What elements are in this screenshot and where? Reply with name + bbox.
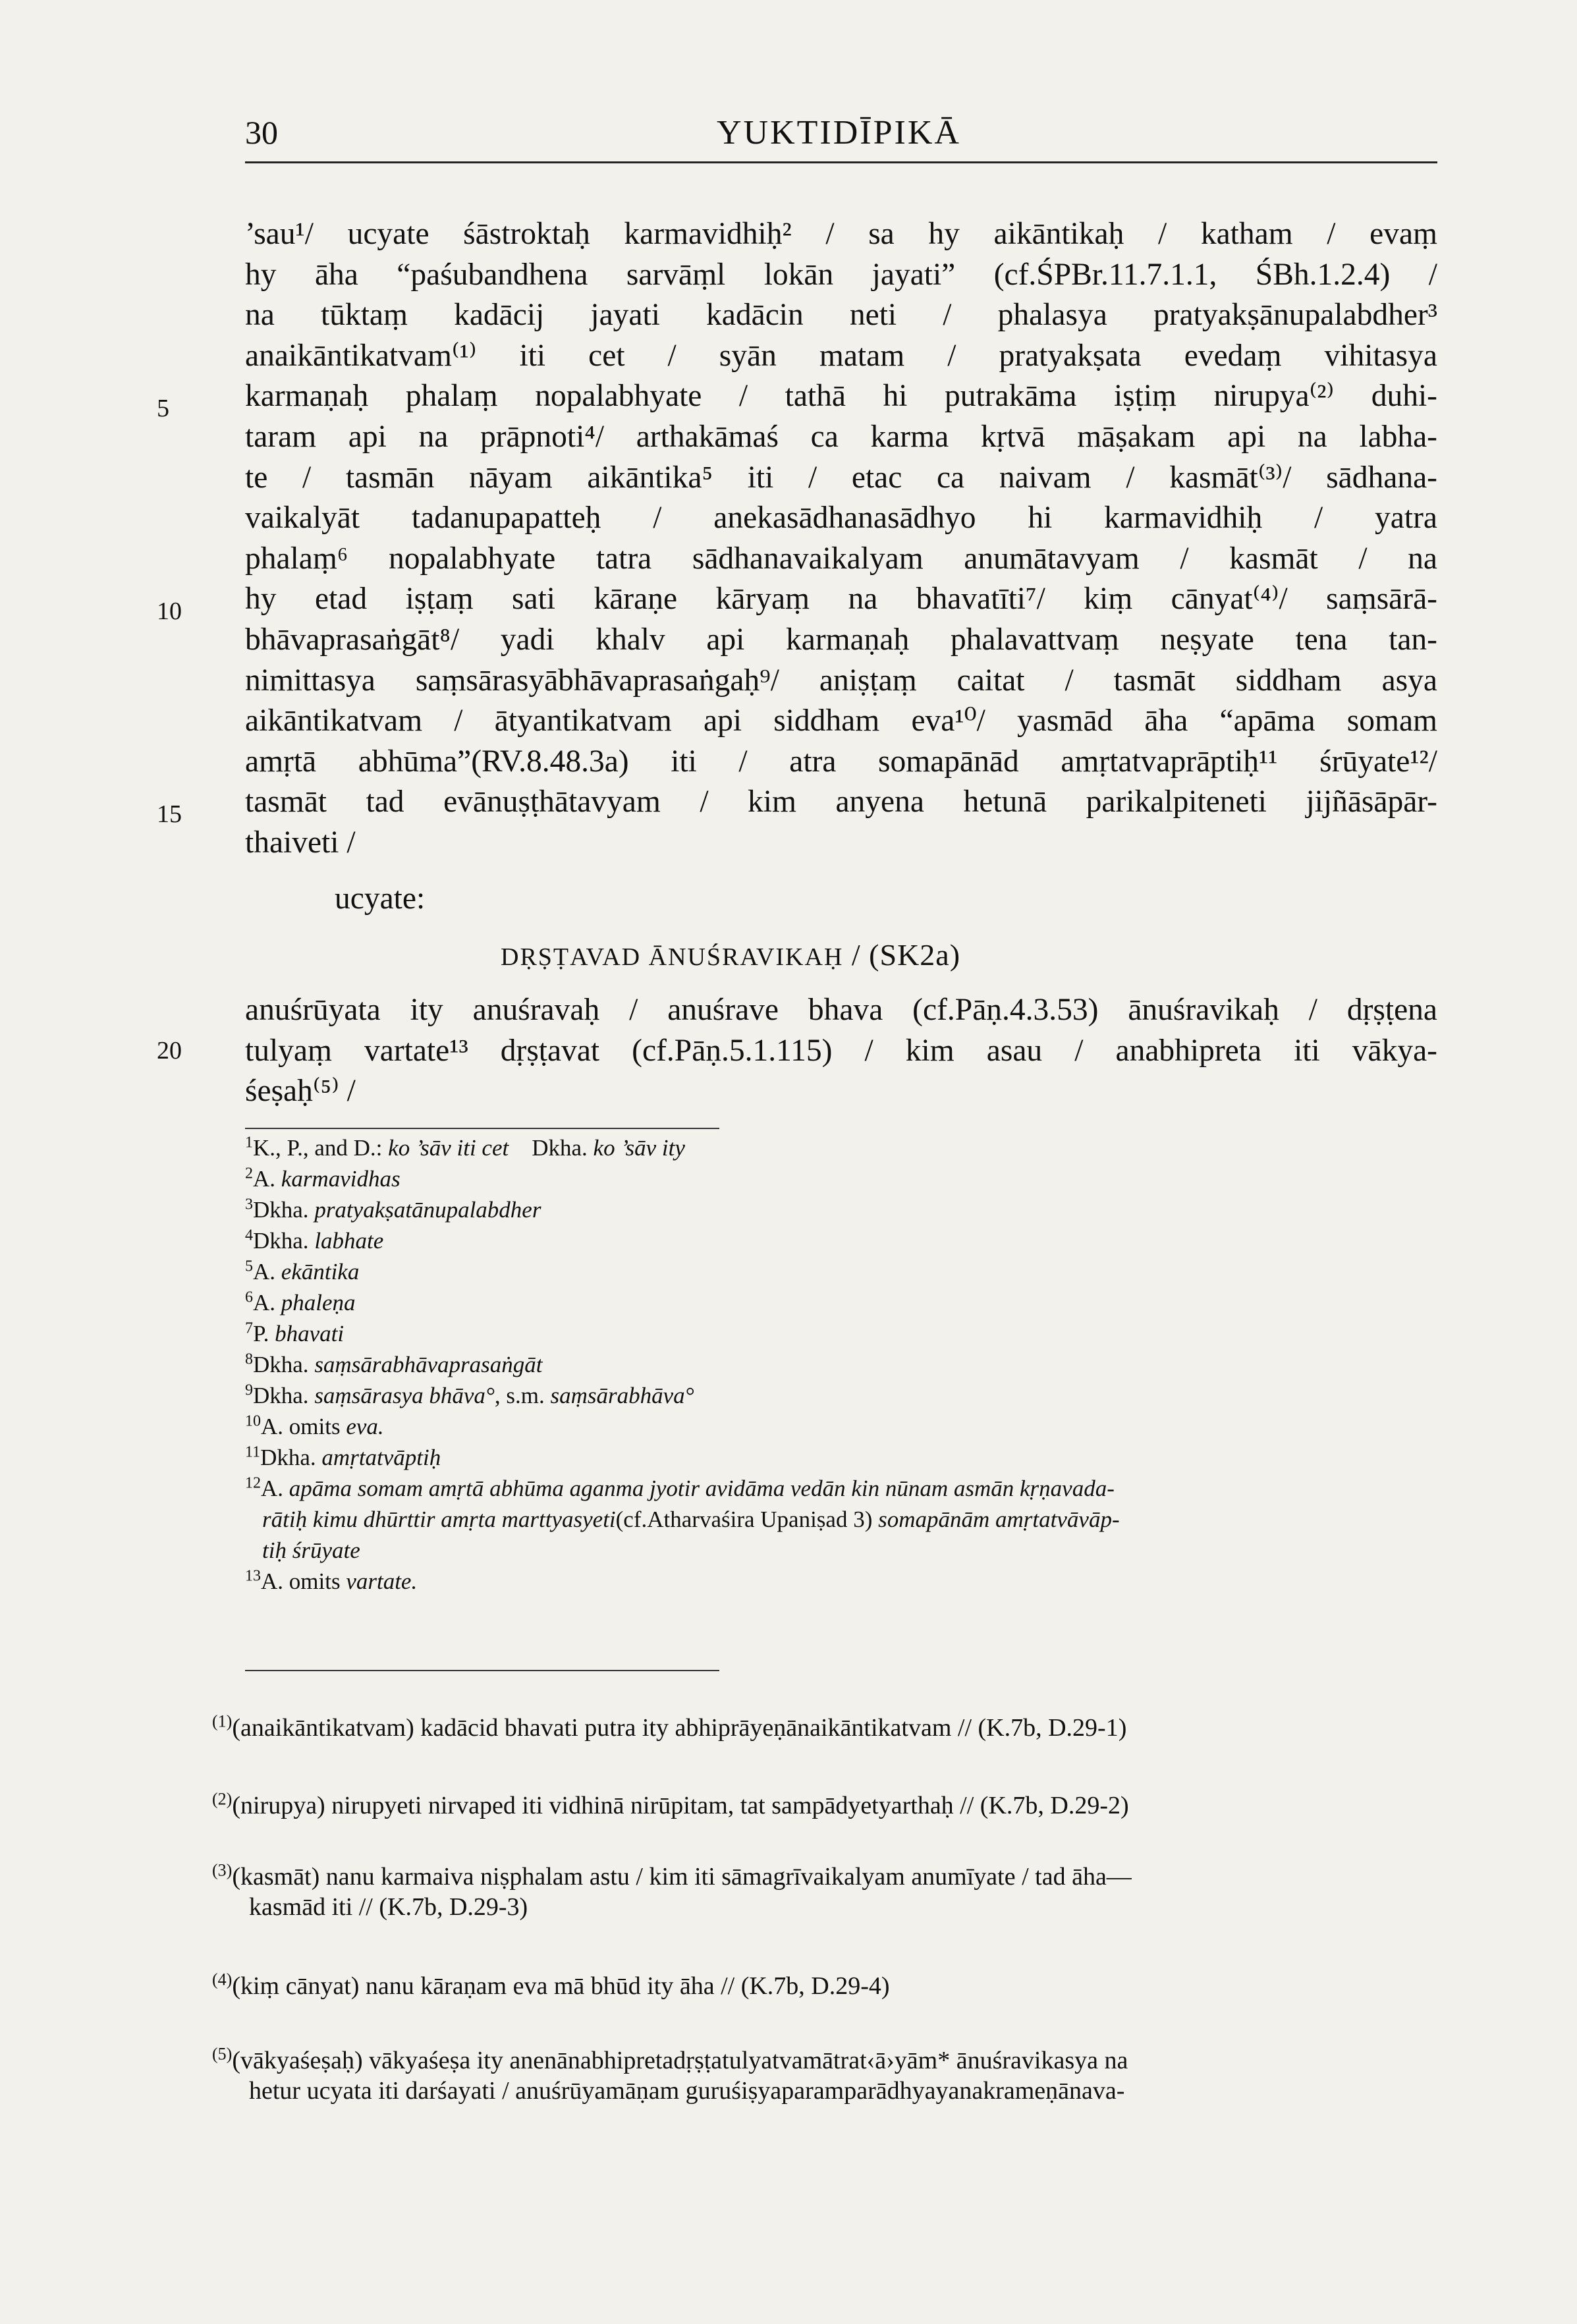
footnote-number: 12: [245, 1474, 261, 1492]
footnote: [245, 1165, 1437, 1193]
text-line: na tūktaṃ kadācij jayati kadācin neti / phalasya pratyakṣānupalabdher³: [245, 298, 1437, 333]
running-title: YUKTIDĪPIKĀ: [717, 114, 961, 152]
footnote-number: 4: [245, 1227, 253, 1244]
footnote: [245, 1289, 1437, 1317]
footnote-continuation: [245, 1537, 1454, 1564]
commentary-note: [212, 1862, 1437, 1922]
footnote-plain2: Dkha.: [509, 1135, 594, 1161]
note-line: kasmād iti // (K.7b, D.29-3): [249, 1893, 528, 1921]
section-heading: [501, 934, 1225, 978]
footnote-plain: Dkha.: [253, 1352, 315, 1377]
note-line: hetur ucyata iti darśayati / anuśrūyamāṇam guruśiṣyaparamparādhyayanakrameṇānava-: [249, 2077, 1125, 2105]
text-line: tulyaṃ vartate¹³ dṛṣṭavat (cf.Pāṇ.5.1.115) / kim asau / anabhipreta iti vākya-: [245, 1033, 1437, 1068]
heading-ref: / (SK2a): [843, 938, 961, 972]
footnote-plain: A.: [253, 1290, 281, 1315]
text-line: hy āha “paśubandhena sarvāṃl lokān jayati” (cf.ŚPBr.11.7.1.1, ŚBh.1.2.4) /: [245, 257, 1437, 292]
footnote-number: 10: [245, 1412, 261, 1430]
text-line: te / tasmān nāyam aikāntika⁵ iti / etac ca naivam / kasmāt⁽³⁾/ sādhana-: [245, 460, 1437, 495]
footnote-number: 7: [245, 1319, 253, 1337]
footnote-number: 13: [245, 1567, 261, 1585]
footnote: [245, 1568, 1437, 1595]
footnote-ital: saṃsārabhāvaprasaṅgāt: [314, 1352, 543, 1377]
text-line: hy etad iṣṭaṃ sati kāraṇe kāryaṃ na bhavatīti⁷/ kiṃ cānyat⁽⁴⁾/ saṃsārā-: [245, 582, 1437, 617]
text-line: karmaṇaḥ phalaṃ nopalabhyate / tathā hi putrakāma iṣṭiṃ nirupya⁽²⁾ duhi-: [245, 379, 1437, 414]
footnote-number: 8: [245, 1350, 253, 1368]
footnote: [245, 1444, 1437, 1472]
commentary-note: [212, 1790, 1437, 1821]
footnote-plain: Dkha.: [253, 1228, 315, 1254]
text-line: anuśrūyata ity anuśravaḥ / anuśrave bhava (cf.Pāṇ.4.3.53) ānuśravikaḥ / dṛṣṭena: [245, 993, 1437, 1027]
footnote: [245, 1475, 1437, 1503]
footnote-number: 1: [245, 1134, 253, 1151]
commentary-note: [212, 1713, 1437, 1743]
footnote-plain: A. omits: [261, 1414, 346, 1439]
notes-rule: [245, 1670, 719, 1671]
note-number: (4): [212, 1970, 233, 1989]
text-line: vaikalyāt tadanupapatteḥ / anekasādhanasādhyo hi karmavidhiḥ / yatra: [245, 501, 1437, 536]
commentary-note: [212, 1971, 1437, 2001]
line-number: 20: [157, 1037, 182, 1065]
footnote-ital: pratyakṣatānupalabdher: [314, 1197, 541, 1223]
footnote-ital: karmavidhas: [281, 1166, 401, 1192]
footnote-plain: A.: [253, 1259, 281, 1285]
footnote: [245, 1382, 1437, 1410]
footnote-number: 11: [245, 1443, 261, 1461]
text-line: śeṣaḥ⁽⁵⁾ /: [245, 1074, 356, 1109]
header-rule: [245, 161, 1437, 163]
line-number: 5: [157, 395, 169, 422]
text-line: ’sau¹/ ucyate śāstroktaḥ karmavidhiḥ² / sa hy aikāntikaḥ / katham / evaṃ: [245, 217, 1437, 251]
line-number: 10: [157, 597, 182, 625]
page-number: 30: [245, 114, 278, 151]
footnote-number: 2: [245, 1165, 253, 1182]
footnote-ital: rātiḥ kimu dhūrttir amṛta marttyasyeti: [262, 1507, 616, 1532]
footnote: [245, 1134, 1437, 1162]
text-line: bhāvaprasaṅgāt⁸/ yadi khalv api karmaṇaḥ phalavattvaṃ neṣyate tena tan-: [245, 622, 1437, 657]
footnote-plain: A. omits: [261, 1568, 346, 1594]
text-line: phalaṃ⁶ nopalabhyate tatra sādhanavaikalyam anumātavyam / kasmāt / na: [245, 541, 1437, 576]
footnote-ital2: ko ’sāv ity: [593, 1135, 685, 1161]
footnote-ital: labhate: [314, 1228, 384, 1254]
footnote: [245, 1227, 1437, 1255]
footnote-plain: A.: [261, 1476, 289, 1501]
footnote-plain: Dkha.: [253, 1197, 315, 1223]
note-line: (kasmāt) nanu karmaiva niṣphalam astu / kim iti sāmagrīvaikalyam anumīyate / tad āha—: [232, 1863, 1132, 1891]
footnote: [245, 1320, 1437, 1348]
text-line: amṛtā abhūma”(RV.8.48.3a) iti / atra somapānād amṛtatvaprāptiḥ¹¹ śrūyate¹²/: [245, 744, 1437, 779]
footnote-ital: vartate.: [346, 1568, 418, 1594]
footnote-ital: ko ’sāv iti cet: [388, 1135, 509, 1161]
footnote-ital: tiḥ śrūyate: [262, 1537, 360, 1563]
commentary-note: [212, 2045, 1437, 2106]
footnote-plain: A.: [253, 1166, 281, 1192]
footnote-plain2: , s.m.: [494, 1383, 551, 1408]
footnote-number: 9: [245, 1381, 253, 1399]
text-line: thaiveti /: [245, 825, 356, 860]
footnote-ital: bhavati: [275, 1321, 345, 1346]
footnote-plain: (cf.Atharvaśira Upaniṣad 3): [615, 1507, 879, 1532]
text-line: aikāntikatvam / ātyantikatvam api siddham eva¹⁰/ yasmād āha “apāma somam: [245, 704, 1437, 738]
footnote-ital: apāma somam amṛtā abhūma aganma jyotir avidāma vedān kin nūnam asmān kṛṇavada-: [289, 1476, 1115, 1501]
note-number: (1): [212, 1711, 233, 1731]
footnote-rule: [245, 1128, 719, 1129]
footnote-plain: K., P., and D.:: [253, 1135, 389, 1161]
footnote-ital: amṛtatvāptiḥ: [321, 1445, 441, 1470]
footnote-ital2: saṃsārabhāva°: [550, 1383, 694, 1408]
footnote-number: 6: [245, 1288, 253, 1306]
note-number: (5): [212, 2044, 233, 2064]
footnote-plain: Dkha.: [260, 1445, 322, 1470]
footnote: [245, 1196, 1437, 1224]
note-line: (kiṃ cānyat) nanu kāraṇam eva mā bhūd ity āha // (K.7b, D.29-4): [232, 1972, 890, 2000]
footnote-plain: P.: [253, 1321, 275, 1346]
footnote-ital2: somapānām amṛtatvāvāp-: [878, 1507, 1120, 1532]
text-line: anaikāntikatvam⁽¹⁾ iti cet / syān matam / pratyakṣata evedaṃ vihitasya: [245, 338, 1437, 373]
footnote-plain: Dkha.: [253, 1383, 315, 1408]
note-number: (2): [212, 1789, 233, 1809]
heading-text: DṚṢṬAVAD ĀNUŚRAVIKAḤ: [501, 943, 844, 971]
text-line: nimittasya saṃsārasyābhāvaprasaṅgaḥ⁹/ aniṣṭaṃ caitat / tasmāt siddham asya: [245, 663, 1437, 698]
note-line: (anaikāntikatvam) kadācid bhavati putra ity abhiprāyeṇānaikāntikatvam // (K.7b, D.29-1): [232, 1714, 1127, 1742]
note-line: (nirupya) nirupyeti nirvaped iti vidhinā nirūpitam, tat sampādyetyarthaḥ // (K.7b, D.29-2): [232, 1792, 1129, 1819]
footnote: [245, 1413, 1437, 1441]
footnote-number: 5: [245, 1258, 253, 1275]
footnote-ital: eva.: [346, 1414, 384, 1439]
note-line: (vākyaśeṣaḥ) vākyaśeṣa ity anenānabhipretadṛṣṭatulyatvamātrat‹ā›yām* ānuśravikasya na: [232, 2047, 1128, 2074]
ucyate-line: ucyate:: [335, 881, 426, 916]
note-number: (3): [212, 1860, 233, 1880]
line-number: 15: [157, 800, 182, 828]
footnote-number: 3: [245, 1196, 253, 1213]
footnote-ital: phaleṇa: [281, 1290, 356, 1315]
text-line: taram api na prāpnoti⁴/ arthakāmaś ca karma kṛtvā māṣakam api na labha-: [245, 420, 1437, 454]
text-line: tasmāt tad evānuṣṭhātavyam / kim anyena hetunā parikalpiteneti jijñāsāpār-: [245, 785, 1437, 819]
footnote-ital: ekāntika: [281, 1259, 360, 1285]
footnote-continuation: [245, 1506, 1454, 1534]
footnote: [245, 1351, 1437, 1379]
footnote-ital: saṃsārasya bhāva°: [314, 1383, 495, 1408]
footnote: [245, 1258, 1437, 1286]
